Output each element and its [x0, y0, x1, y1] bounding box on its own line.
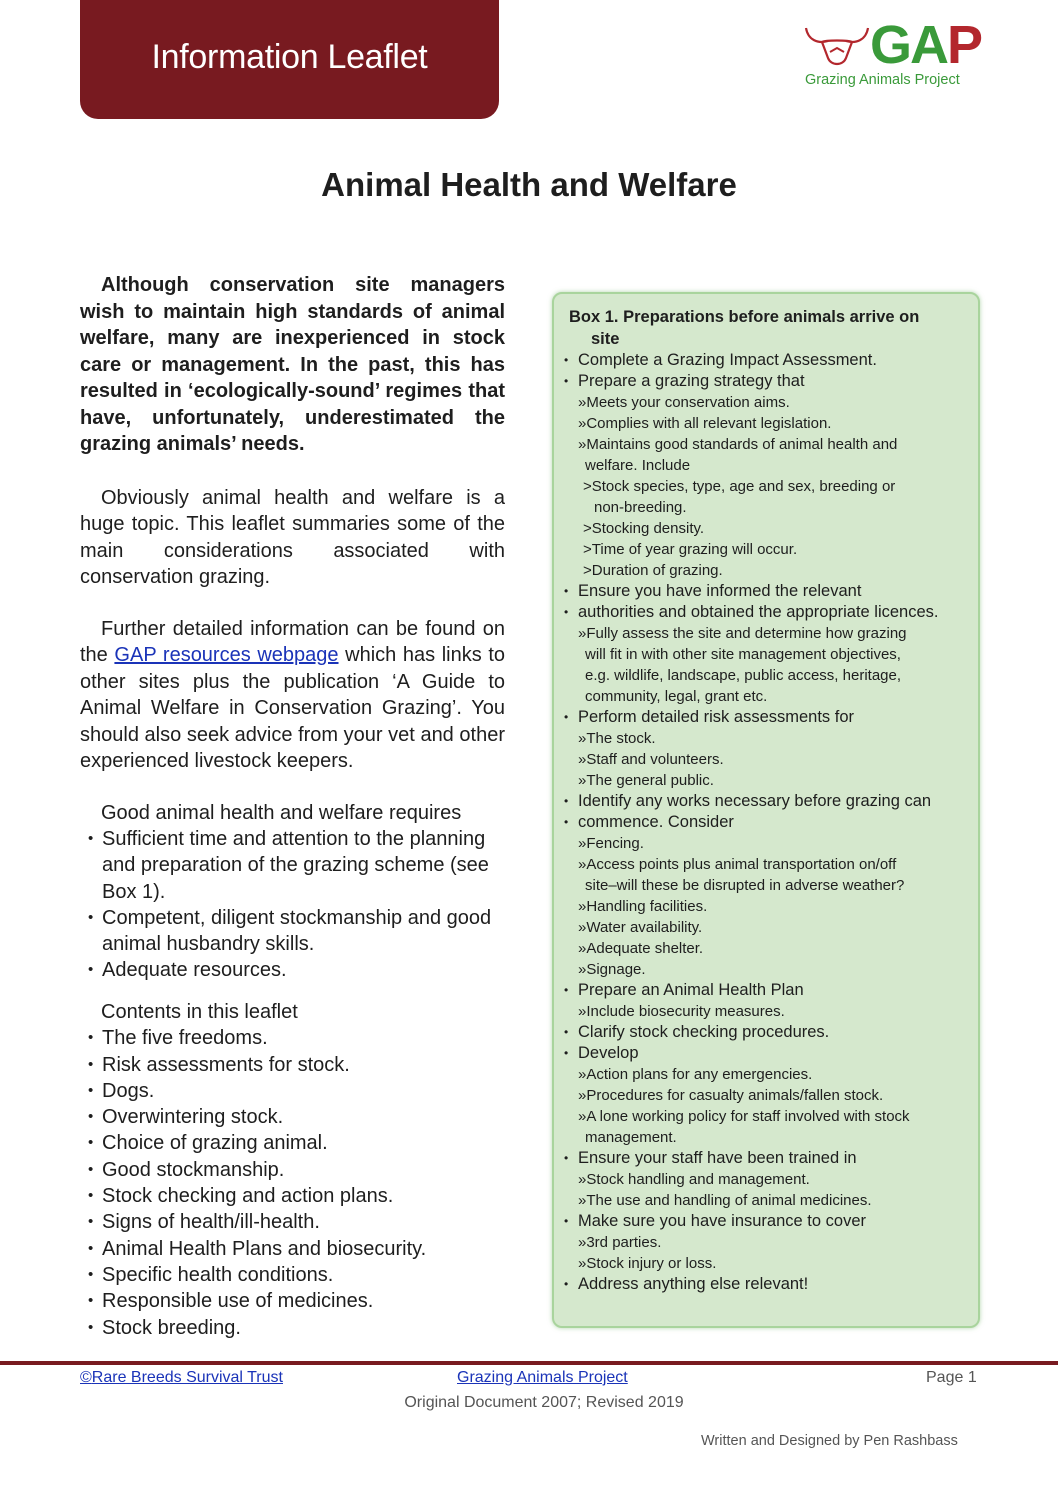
list-item: • Animal Health Plans and biosecurity.	[80, 1236, 505, 1262]
box-item-continued: • commence. Consider	[563, 812, 970, 833]
box-item: • Identify any works necessary before grazing can	[563, 791, 970, 812]
requires-lead: Good animal health and welfare requires	[101, 801, 462, 824]
list-item: • Good stockmanship.	[80, 1157, 505, 1183]
box-subitem: »Access points plus animal transportation on/off	[578, 856, 897, 873]
banner-label: Information Leaflet	[151, 38, 428, 76]
further-info-paragraph	[80, 616, 505, 775]
list-item: • Overwintering stock.	[80, 1104, 505, 1130]
box-subitem: >Time of year grazing will occur.	[583, 541, 798, 558]
box-item-continued: • authorities and obtained the appropriate licences.	[563, 602, 970, 623]
box-item: • Develop	[563, 1043, 970, 1064]
box-item: • Complete a Grazing Impact Assessment.	[563, 350, 970, 371]
list-item: • Sufficient time and attention to the planning and preparation of the grazing scheme (see Box 1).	[80, 826, 505, 905]
footer-copyright	[80, 1369, 283, 1387]
box-subitem: »3rd parties.	[578, 1234, 662, 1251]
box-subitem: non-breeding.	[594, 499, 687, 516]
box-item: • Address anything else relevant!	[563, 1274, 970, 1295]
box-title-line: site	[591, 330, 620, 348]
logo-wordmark	[870, 15, 982, 75]
logo-wordmark-main: GA	[870, 15, 947, 75]
box-subitem: site–will these be disrupted in adverse weather?	[585, 877, 905, 894]
box-subitem: »The stock.	[578, 730, 656, 747]
box-title-line: Box 1. Preparations before animals arrive on	[569, 308, 920, 326]
box-item: • Make sure you have insurance to cover	[563, 1211, 970, 1232]
box-subitem: »Include biosecurity measures.	[578, 1003, 785, 1020]
document-note: Original Document 2007; Revised 2019	[404, 1394, 684, 1411]
leaflet-banner	[80, 0, 499, 119]
box-subitem: e.g. wildlife, landscape, public access, heritage,	[585, 667, 902, 684]
list-item: • Choice of grazing animal.	[80, 1130, 505, 1156]
list-item: • Stock checking and action plans.	[80, 1183, 505, 1209]
box-subitem: >Duration of grazing.	[583, 562, 723, 579]
box-subitem: >Stock species, type, age and sex, breeding or	[583, 478, 896, 495]
box-subitem: »A lone working policy for staff involved with stock	[578, 1108, 910, 1125]
box-item: • Clarify stock checking procedures.	[563, 1022, 970, 1043]
box-subitem: welfare. Include	[585, 457, 691, 474]
list-item: • Signs of health/ill-health.	[80, 1209, 505, 1235]
box-subitem: »Water availability.	[578, 919, 703, 936]
credit-line: Written and Designed by Pen Rashbass	[701, 1433, 958, 1449]
gap-resources-link[interactable]: GAP resources webpage	[114, 644, 339, 666]
footer-divider	[0, 1361, 1058, 1365]
box-item: • Ensure you have informed the relevant	[563, 581, 970, 602]
list-item: • Adequate resources.	[80, 957, 505, 983]
page-title: Animal Health and Welfare	[321, 166, 737, 203]
footer-center	[457, 1369, 628, 1387]
box-subitem: »The general public.	[578, 772, 714, 789]
box-subitem: management.	[585, 1129, 677, 1146]
gap-website-link[interactable]: Grazing Animals Project	[457, 1369, 628, 1386]
box-subitem: »Action plans for any emergencies.	[578, 1066, 813, 1083]
contents-lead: Contents in this leaflet	[101, 1000, 298, 1023]
list-item: • Risk assessments for stock.	[80, 1052, 505, 1078]
box-subitem: »Staff and volunteers.	[578, 751, 724, 768]
box-subitem: »The use and handling of animal medicines.	[578, 1192, 872, 1209]
list-item: • Responsible use of medicines.	[80, 1288, 505, 1314]
box-subitem: »Maintains good standards of animal health and	[578, 436, 898, 453]
list-item: • Competent, diligent stockmanship and good animal husbandry skills.	[80, 905, 505, 958]
box-subitem: community, legal, grant etc.	[585, 688, 768, 705]
box-item: • Prepare a grazing strategy that	[563, 371, 970, 392]
box-subitem: »Adequate shelter.	[578, 940, 704, 957]
list-item: • Stock breeding.	[80, 1315, 505, 1341]
contents-list	[80, 1025, 505, 1341]
box-subitem: »Handling facilities.	[578, 898, 708, 915]
list-item: • The five freedoms.	[80, 1025, 505, 1051]
overview-paragraph: Obviously animal health and welfare is a huge topic. This leaflet summaries some of the main considerations associated with conservation grazing.	[80, 486, 505, 588]
copyright-symbol: ©	[80, 1369, 92, 1386]
box-item: • Prepare an Animal Health Plan	[563, 980, 970, 1001]
box-subitem: »Meets your conservation aims.	[578, 394, 790, 411]
box-subitem: »Stock injury or loss.	[578, 1255, 717, 1272]
box-subitem: will fit in with other site management objectives,	[585, 646, 901, 663]
gap-logo	[800, 16, 985, 96]
list-item: • Dogs.	[80, 1078, 505, 1104]
box-subitem: »Stock handling and management.	[578, 1171, 810, 1188]
logo-wordmark-accent: P	[947, 15, 982, 75]
left-column	[80, 272, 505, 1341]
page-number: Page 1	[926, 1369, 977, 1386]
intro-paragraph: Although conservation site managers wish to maintain high standards of animal welfare, many are inexperienced in stock care or management. In the past, this has resulted in ‘ecologically-sound’ regimes that have, unfortunately, underestimated the grazing animals’ needs.	[80, 274, 505, 455]
box-item: • Ensure your staff have been trained in	[563, 1148, 970, 1169]
rbst-link[interactable]: Rare Breeds Survival Trust	[91, 1369, 283, 1386]
box-item: • Perform detailed risk assessments for	[563, 707, 970, 728]
list-item: • Specific health conditions.	[80, 1262, 505, 1288]
further-info-text-end: which has links to other sites plus the publication ‘A Guide to Animal Welfare in Conservation Grazing’. You should also seek advice from your vet and other experienced livestock keepers.	[80, 644, 506, 772]
box-title	[563, 306, 970, 350]
requires-list	[80, 826, 505, 984]
cow-head-icon	[802, 22, 872, 72]
logo-subtitle: Grazing Animals Project	[805, 72, 960, 88]
box-subitem: »Fully assess the site and determine how grazing	[578, 625, 907, 642]
preparations-box	[552, 292, 980, 1328]
box-subitem: >Stocking density.	[583, 520, 705, 537]
box-subitem: »Complies with all relevant legislation.	[578, 415, 832, 432]
box-subitem: »Procedures for casualty animals/fallen stock.	[578, 1087, 884, 1104]
further-info-text: Further detailed information can be found on the	[80, 617, 505, 666]
box-subitem: »Fencing.	[578, 835, 644, 852]
box-subitem: »Signage.	[578, 961, 646, 978]
